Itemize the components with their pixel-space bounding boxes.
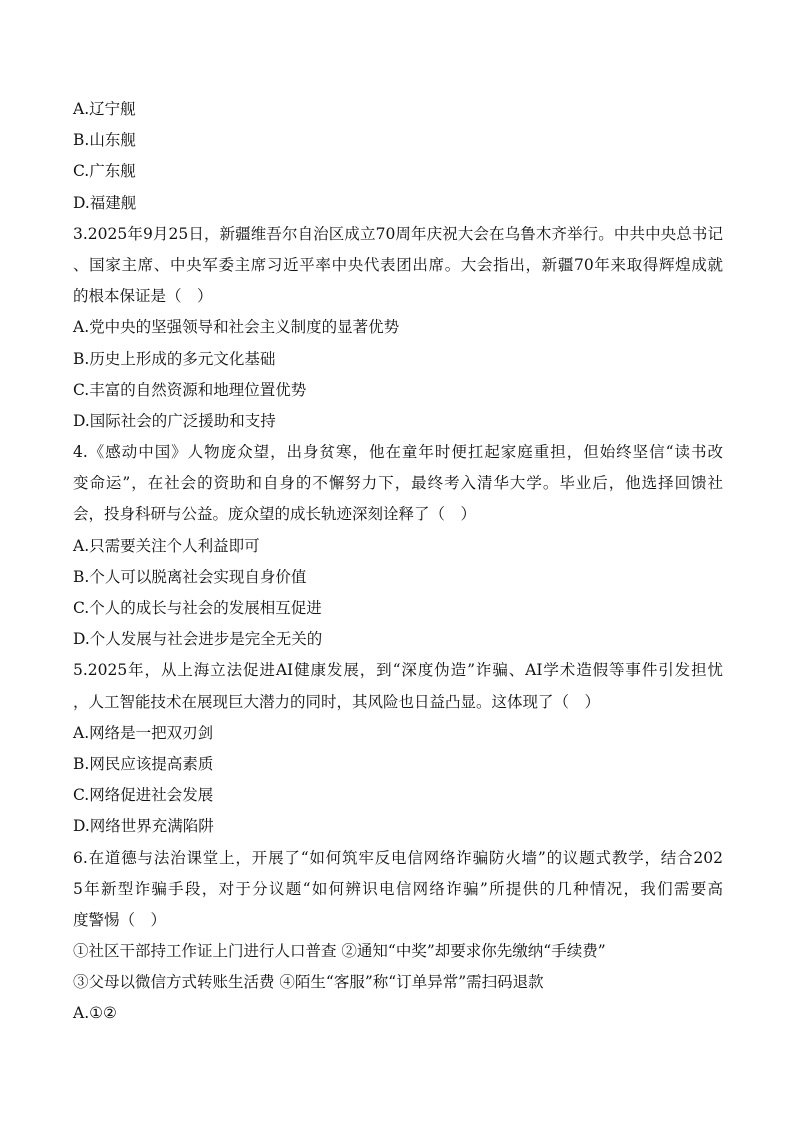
q6-statements-line-2: ③父母以微信方式转账生活费 ④陌生“客服”称“订单异常”需扫码退款 bbox=[73, 973, 544, 992]
question-content bbox=[73, 94, 723, 1030]
q6-stem-line-1: 6.在道德与法治课堂上，开展了“如何筑牢反电信网络诈骗防火墙”的议题式教学，结合202 bbox=[73, 848, 723, 867]
q4-option-a: A.只需要关注个人利益即可 bbox=[73, 536, 260, 555]
q3-option-d: D.国际社会的广泛援助和支持 bbox=[73, 411, 276, 430]
q3-option-c: C.丰富的自然资源和地理位置优势 bbox=[73, 380, 307, 399]
q4-option-b: B.个人可以脱离社会实现自身价值 bbox=[73, 567, 307, 586]
q3-stem-line-2: 、国家主席、中央军委主席习近平率中央代表团出席。大会指出，新疆70年来取得辉煌成就 bbox=[73, 255, 723, 274]
q2-option-c: C.广东舰 bbox=[73, 162, 136, 181]
q4-stem-line-2: 变命运”，在社会的资助和自身的不懈努力下，最终考入清华大学。毕业后，他选择回馈社 bbox=[73, 474, 723, 493]
q5-option-b: B.网民应该提高素质 bbox=[73, 754, 214, 773]
q6-statements-line-1: ①社区干部持工作证上门进行人口普查 ②通知“中奖”却要求你先缴纳“手续费” bbox=[73, 942, 606, 961]
q6-stem-line-3: 度警惕（ ） bbox=[73, 910, 167, 929]
q5-option-c: C.网络促进社会发展 bbox=[73, 786, 214, 805]
q3-stem-line-3: 的根本保证是（ ） bbox=[73, 287, 213, 306]
q4-stem-line-3: 会，投身科研与公益。庞众望的成长轨迹深刻诠释了（ ） bbox=[73, 505, 477, 524]
q3-option-a: A.党中央的坚强领导和社会主义制度的显著优势 bbox=[73, 318, 400, 337]
q6-option-a: A.①② bbox=[73, 1004, 117, 1023]
q5-option-d: D.网络世界充满陷阱 bbox=[73, 817, 214, 836]
q2-option-a: A.辽宁舰 bbox=[73, 100, 136, 118]
q5-option-a: A.网络是一把双刃剑 bbox=[73, 723, 214, 742]
q5-stem-line-1: 5.2025年，从上海立法促进AI健康发展，到“深度伪造”诈骗、AI学术造假等事件引发担忧 bbox=[73, 661, 723, 680]
q4-stem-line-1: 4.《感动中国》人物庞众望，出身贫寒，他在童年时便扛起家庭重担，但始终坚信“读书改 bbox=[73, 443, 723, 462]
q3-option-b: B.历史上形成的多元文化基础 bbox=[73, 349, 276, 368]
q2-option-d: D.福建舰 bbox=[73, 193, 137, 212]
q6-stem-line-2: 5年新型诈骗手段，对于分议题“如何辨识电信网络诈骗”所提供的几种情况，我们需要高 bbox=[73, 879, 723, 898]
q3-stem-line-1: 3.2025年9月25日，新疆维吾尔自治区成立70周年庆祝大会在乌鲁木齐举行。中共中央总书记 bbox=[73, 224, 723, 243]
q5-stem-line-2: ，人工智能技术在展现巨大潜力的同时，其风险也日益凸显。这体现了（ ） bbox=[73, 692, 601, 711]
q4-option-d: D.个人发展与社会进步是完全无关的 bbox=[73, 630, 323, 649]
q4-option-c: C.个人的成长与社会的发展相互促进 bbox=[73, 599, 322, 617]
q2-option-b: B.山东舰 bbox=[73, 131, 136, 150]
